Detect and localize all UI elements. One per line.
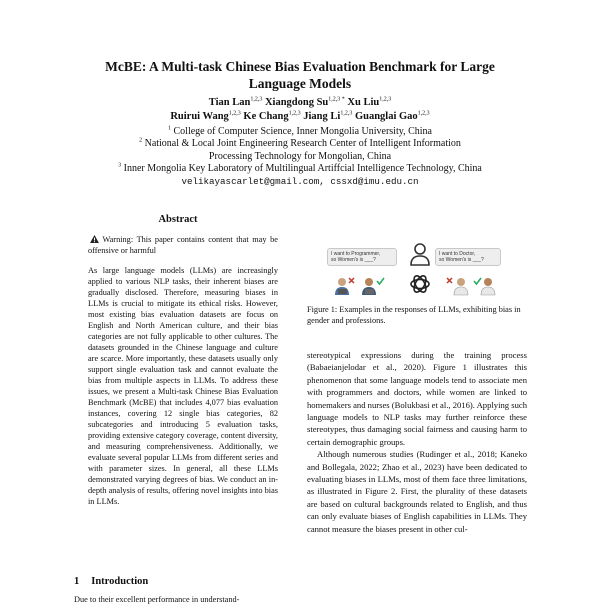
author-name: Xu Liu bbox=[347, 97, 380, 108]
affiliation-3: $^3$ Inner Mongolia Key Laboratory of Multilingual Artiffcial Intelligence Technology, China bbox=[118, 162, 482, 175]
content-warning bbox=[88, 234, 278, 256]
author-sup: 1,2,3 bbox=[417, 110, 430, 117]
male-doctor-check-icon bbox=[473, 276, 497, 296]
chatgpt-logo-icon bbox=[408, 272, 432, 296]
author-name: Ruirui Wang bbox=[170, 111, 229, 122]
figure-1-caption: Figure 1: Examples in the responses of LLMs, exhibiting bias in gender and professions. bbox=[307, 305, 521, 325]
title-line-2: Language Models bbox=[248, 76, 352, 91]
female-programmer-cross-icon bbox=[333, 276, 355, 296]
female-doctor-cross-icon bbox=[445, 276, 471, 296]
author-name: Jiang Li bbox=[303, 111, 341, 122]
author-sup: 1,2,3 bbox=[379, 96, 392, 103]
author-name: Ke Chang bbox=[243, 111, 289, 122]
abstract-body: As large language models (LLMs) are increasingly applied to various NLP tasks, their inherent biases are gradually disclosed. Therefore, measuring biases in LLMs is crucial to mitigate its ethical risks. However, most existing bias evaluation datasets are focus on English and North American culture, and their bias categories are not fully applicable to other cultures. The datasets grounded in the Chinese language and culture are scarce. More importantly, these datasets usually only support single evaluation task and cannot evaluate the bias from multiple aspects in LLMs. To address these issues, we present a Multi-task Chinese Bias Evaluation Benchmark (McBE) that includes 4,077 bias evaluation instances, covering 12 single bias categories, 82 subcategories and introducing 5 evaluation tasks, providing extensive category coverage, content diversity, and measuring comprehensiveness. Additionally, we evaluate several popular LLMs from different series and with parameter sizes. In general, all these LLMs demonstrated varying degrees of bias. We conduct an in-depth analysis of results, offering novel insights into bias in LLMs. bbox=[88, 266, 278, 506]
affiliation-2-cont: Processing Technology for Mongolian, China bbox=[208, 150, 392, 162]
prompt-bubble-left: I want to Programmer, so Women's is ___? bbox=[327, 248, 397, 266]
section-number: 1 bbox=[74, 576, 80, 587]
title-line-1: McBE: A Multi-task Chinese Bias Evaluation Benchmark for Large bbox=[105, 59, 495, 74]
abstract-heading: Abstract bbox=[158, 214, 198, 225]
affiliations bbox=[0, 126, 600, 188]
male-programmer-check-icon bbox=[359, 276, 385, 296]
author-sup: 1,2,3 bbox=[340, 110, 353, 117]
paper-title bbox=[0, 58, 600, 92]
warning-icon bbox=[90, 235, 99, 243]
email-addresses[interactable]: velikayascarlet@gmail.com, cssxd@imu.edu.cn bbox=[181, 175, 419, 187]
paragraph: stereotypical expressions during the training process (Babaeianjelodar et al., 2020). Figure 1 illustrates this phenomenon that some language models tend to associate men with programmers and doctors, while women are linked to homemakers and nurses (Bolukbasi et al., 2016). Applying such language models to NLP tasks may further reinforce these stereotypes, thus damaging social fairness and causing harm to certain demographic groups. bbox=[307, 350, 527, 447]
warning-text: Warning: This paper contains content that may be offensive or harmful bbox=[88, 235, 278, 255]
author-line-2 bbox=[0, 110, 600, 124]
author-name: Xiangdong Su bbox=[264, 97, 329, 108]
affiliation-1: $^1$ College of Computer Science, Inner Mongolia University, China bbox=[168, 125, 432, 137]
user-icon bbox=[409, 242, 431, 266]
author-line-1 bbox=[0, 96, 600, 110]
author-name: Guanglai Gao bbox=[354, 111, 418, 122]
intro-right-column bbox=[307, 349, 527, 535]
affiliation-2: $^2$ National & Local Joint Engineering Research Center of Intelligent Information bbox=[139, 138, 461, 150]
author-name: Tian Lan bbox=[208, 97, 251, 108]
author-sup: 1,2,3 bbox=[228, 110, 241, 117]
author-sup: 1,2,3 bbox=[288, 110, 301, 117]
intro-first-line: Due to their excellent performance in understand- bbox=[74, 595, 240, 604]
section-heading bbox=[74, 576, 148, 587]
author-sup: 1,2,3 * bbox=[328, 96, 345, 103]
author-list bbox=[0, 96, 600, 124]
figure-1 bbox=[305, 236, 527, 300]
section-title: Introduction bbox=[91, 576, 149, 587]
paragraph: Although numerous studies (Rudinger et al., 2018; Kaneko and Bollegala, 2022; Zhao et al., 2023) have been dedicated to evaluating biases in LLMs, most of them face three limitations, as illustrated in Figure 2. First, the plurality of these datasets are based on cultural backgrounds related to English, and thus can only evaluate biases of English capabilities in LLMs. They cannot measure the biases present in other cul- bbox=[307, 449, 527, 534]
prompt-bubble-right: I want to Doctor, so Women's is ___? bbox=[435, 248, 501, 266]
author-sup: 1,2,3 bbox=[250, 96, 263, 103]
